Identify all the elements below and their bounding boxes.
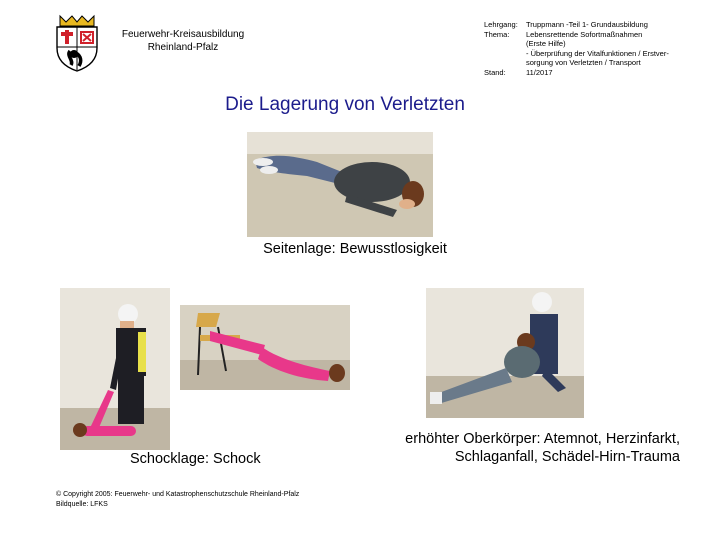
meta-row: Thema: Lebensrettende Sofortmaßnahmen xyxy=(484,29,643,39)
caption-shock-position: Schocklage: Schock xyxy=(130,451,261,467)
coat-of-arms-icon xyxy=(52,14,102,72)
image-source-text: Bildquelle: LFKS xyxy=(56,500,108,508)
meta-row: Lehrgang: Truppmann -Teil 1- Grundausbildung xyxy=(484,20,648,29)
meta-row: sorgung von Verletzten / Transport xyxy=(526,58,641,68)
photo-elevated-upper-body xyxy=(426,288,584,418)
caption-elevated-line-2: Schlaganfall, Schädel-Hirn-Trauma xyxy=(454,449,680,465)
caption-elevated-line-1: erhöhter Oberkörper: Atemnot, Herzinfarkt, xyxy=(405,431,680,447)
meta-row: - Überprüfung der Vitalfunktionen / Erstver- xyxy=(526,48,669,58)
org-line-2: Rheinland-Pfalz xyxy=(147,42,219,53)
meta-row: Stand: 11/2017 xyxy=(484,67,553,77)
photo-shock-position-helper xyxy=(60,288,170,450)
organization-name xyxy=(108,28,258,54)
org-line-1: Feuerwehr-Kreisausbildung xyxy=(121,29,245,40)
photo-shock-position-chair xyxy=(180,305,350,390)
course-meta xyxy=(484,20,716,78)
footer xyxy=(56,490,299,509)
slide-title: Die Lagerung von Verletzten xyxy=(225,94,465,115)
caption-elevated-upper-body xyxy=(340,430,680,466)
copyright-text: © Copyright 2005: Feuerwehr- und Katastrophenschutzschule Rheinland-Pfalz xyxy=(56,491,300,498)
photo-recovery-position xyxy=(247,132,433,237)
meta-row: (Erste Hilfe) xyxy=(526,39,566,49)
caption-recovery-position: Seitenlage: Bewusstlosigkeit xyxy=(263,241,447,257)
